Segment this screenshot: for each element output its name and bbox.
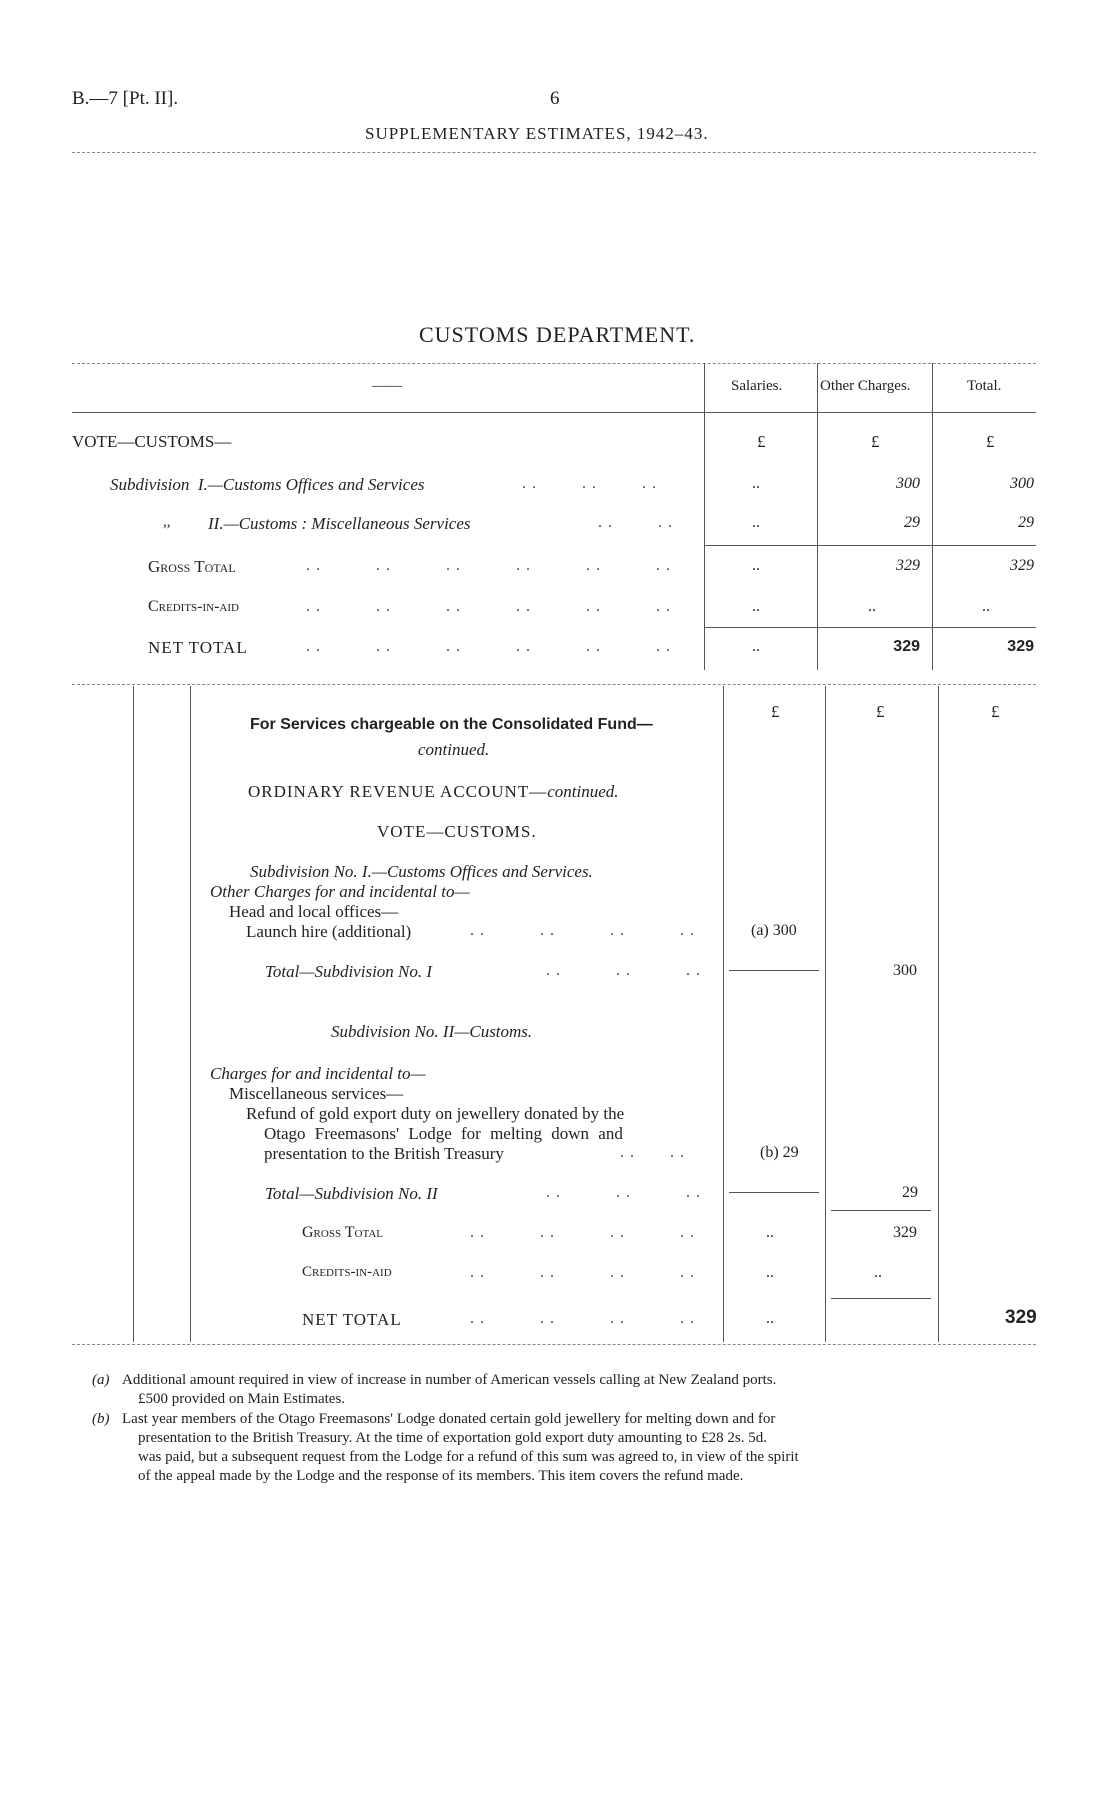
- col-header-salaries: Salaries.: [731, 378, 783, 394]
- detail-net-total: 329: [1005, 1307, 1037, 1328]
- currency-total: £: [986, 432, 995, 451]
- detail-gross-rule: [831, 1210, 931, 1211]
- summary-credits-label: Credits-in-aid: [148, 598, 239, 615]
- detail-sub1-total-label: Total—Subdivision No. I: [265, 962, 433, 981]
- detail-vote-heading: VOTE—CUSTOMS.: [377, 822, 537, 841]
- summary-col-divider-3: [932, 363, 933, 670]
- detail-credits-b: ..: [874, 1264, 882, 1281]
- summary-sub1-other: 300: [896, 475, 920, 492]
- leader-dots: .. .. ..: [546, 1184, 706, 1201]
- page-number: 6: [550, 88, 560, 109]
- summary-ditto-mark: ,,: [163, 514, 171, 530]
- detail-account-heading: ORDINARY REVENUE ACCOUNT—continued.: [248, 782, 619, 801]
- summary-sub2-total: 29: [1018, 514, 1034, 531]
- summary-subtotal-rule: [704, 545, 1036, 546]
- leader-dots: .. .. .. .. .. ..: [306, 557, 676, 574]
- col-header-total: Total.: [967, 378, 1002, 394]
- summary-credits-total: ..: [982, 598, 990, 615]
- department-title: CUSTOMS DEPARTMENT.: [419, 322, 696, 347]
- detail-fund-continued: continued.: [418, 740, 490, 759]
- summary-net-other: 329: [893, 638, 920, 655]
- footnote-b-line2: presentation to the British Treasury. At the time of exportation gold export duty amounting to £28 2s. 5d.: [138, 1430, 767, 1446]
- summary-row-sub1-label: Subdivision I.—Customs Offices and Services: [110, 475, 425, 494]
- detail-sub2-item-amount: (b) 29: [760, 1144, 799, 1161]
- footnote-a-line1: Additional amount required in view of increase in number of American vessels calling at New Zealand ports.: [122, 1372, 777, 1388]
- footnote-b-line1: Last year members of the Otago Freemasons' Lodge donated certain gold jewellery for melting down and for: [122, 1411, 776, 1427]
- detail-sub1-total: 300: [893, 962, 917, 979]
- detail-col-divider-2: [825, 686, 826, 1342]
- summary-col-divider-2: [817, 363, 818, 670]
- leader-dots: .. .. .. ..: [470, 1224, 700, 1241]
- detail-net-label: NET TOTAL: [302, 1310, 402, 1329]
- detail-net-a: ..: [766, 1310, 774, 1327]
- detail-sub2-misc: Miscellaneous services—: [229, 1084, 404, 1103]
- summary-vote-label: VOTE—CUSTOMS—: [72, 432, 232, 451]
- summary-gross-other: 329: [896, 557, 920, 574]
- detail-sub2-charges: Charges for and incidental to—: [210, 1064, 426, 1083]
- footnote-a-line2: £500 provided on Main Estimates.: [138, 1391, 346, 1407]
- detail-sub1-item: Launch hire (additional): [246, 922, 412, 941]
- detail-sub2-item-line3: presentation to the British Treasury: [264, 1144, 504, 1163]
- summary-sub2-salaries: ..: [752, 514, 760, 531]
- leader-dots: .. ..: [620, 1144, 690, 1161]
- summary-gross-salaries: ..: [752, 557, 760, 574]
- detail-fund-heading: For Services chargeable on the Consolidated Fund—: [250, 716, 653, 733]
- detail-sub1-item-amount: (a) 300: [751, 922, 797, 939]
- summary-col-divider-1: [704, 363, 705, 670]
- leader-dots: .. .. ..: [546, 962, 706, 979]
- summary-sub1-total: 300: [1010, 475, 1034, 492]
- currency-salaries: £: [757, 432, 766, 451]
- detail-sub2-total-label: Total—Subdivision No. II: [265, 1184, 438, 1203]
- summary-gross-total: 329: [1010, 557, 1034, 574]
- summary-header-rule: [72, 412, 1036, 413]
- detail-bottom-rule: [72, 1344, 1036, 1345]
- summary-sub1-salaries: ..: [752, 475, 760, 492]
- detail-currency-3: £: [991, 702, 1000, 721]
- detail-gross-label: Gross Total: [302, 1224, 384, 1241]
- summary-net-total: 329: [1007, 638, 1034, 655]
- detail-currency-1: £: [771, 702, 780, 721]
- detail-sub1-title: Subdivision No. I.—Customs Offices and Services.: [250, 862, 593, 881]
- summary-top-rule: [72, 363, 1036, 364]
- page-header-title: SUPPLEMENTARY ESTIMATES, 1942–43.: [365, 124, 709, 143]
- detail-sub2-total-rule: [729, 1192, 819, 1193]
- footnote-a-mark: (a): [92, 1372, 110, 1388]
- currency-other: £: [871, 432, 880, 451]
- detail-sub2-total: 29: [902, 1184, 918, 1201]
- leader-dots: .. .. .. ..: [470, 1264, 700, 1281]
- summary-bottom-rule: [72, 684, 1036, 685]
- leader-dots: .. .. .. .. .. ..: [306, 598, 676, 615]
- summary-credits-other: ..: [868, 598, 876, 615]
- detail-margin-rule-2: [190, 686, 191, 1342]
- detail-gross-b: 329: [893, 1224, 917, 1241]
- summary-credits-salaries: ..: [752, 598, 760, 615]
- detail-gross-a: ..: [766, 1224, 774, 1241]
- detail-net-rule: [831, 1298, 931, 1299]
- summary-stub-header: ——: [372, 378, 402, 394]
- summary-sub2-other: 29: [904, 514, 920, 531]
- detail-sub2-item-line2: Otago Freemasons' Lodge for melting down and: [264, 1124, 623, 1143]
- leader-dots: .. .. ..: [522, 475, 662, 492]
- detail-credits-label: Credits-in-aid: [302, 1264, 392, 1280]
- leader-dots: .. .. .. ..: [470, 1310, 700, 1327]
- summary-net-rule: [704, 627, 1036, 628]
- footnote-b-line4: of the appeal made by the Lodge and the response of its members. This item covers the refund made.: [138, 1468, 744, 1484]
- detail-sub1-total-rule: [729, 970, 819, 971]
- leader-dots: .. .. .. ..: [470, 922, 700, 939]
- summary-gross-label: Gross Total: [148, 557, 236, 576]
- summary-row-sub2-label: II.—Customs : Miscellaneous Services: [208, 514, 471, 533]
- leader-dots: .. .. .. .. .. ..: [306, 638, 676, 655]
- footnote-b-mark: (b): [92, 1411, 110, 1427]
- summary-net-label: NET TOTAL: [148, 638, 248, 657]
- detail-sub1-offices: Head and local offices—: [229, 902, 399, 921]
- detail-margin-rule-1: [133, 686, 134, 1342]
- detail-col-divider-3: [938, 686, 939, 1342]
- detail-sub1-charges: Other Charges for and incidental to—: [210, 882, 470, 901]
- col-header-other-charges: Other Charges.: [820, 378, 911, 394]
- detail-currency-2: £: [876, 702, 885, 721]
- detail-col-divider-1: [723, 686, 724, 1342]
- detail-credits-a: ..: [766, 1264, 774, 1281]
- summary-net-salaries: ..: [752, 638, 760, 655]
- footnote-b-line3: was paid, but a subsequent request from the Lodge for a refund of this sum was agreed to, in view of the spirit: [138, 1449, 799, 1465]
- detail-sub2-title: Subdivision No. II—Customs.: [331, 1022, 533, 1041]
- detail-sub2-item-line1: Refund of gold export duty on jewellery donated by the: [246, 1104, 625, 1123]
- leader-dots: .. ..: [598, 514, 678, 531]
- page-reference: B.—7 [Pt. II].: [72, 88, 179, 109]
- header-rule: [72, 152, 1036, 153]
